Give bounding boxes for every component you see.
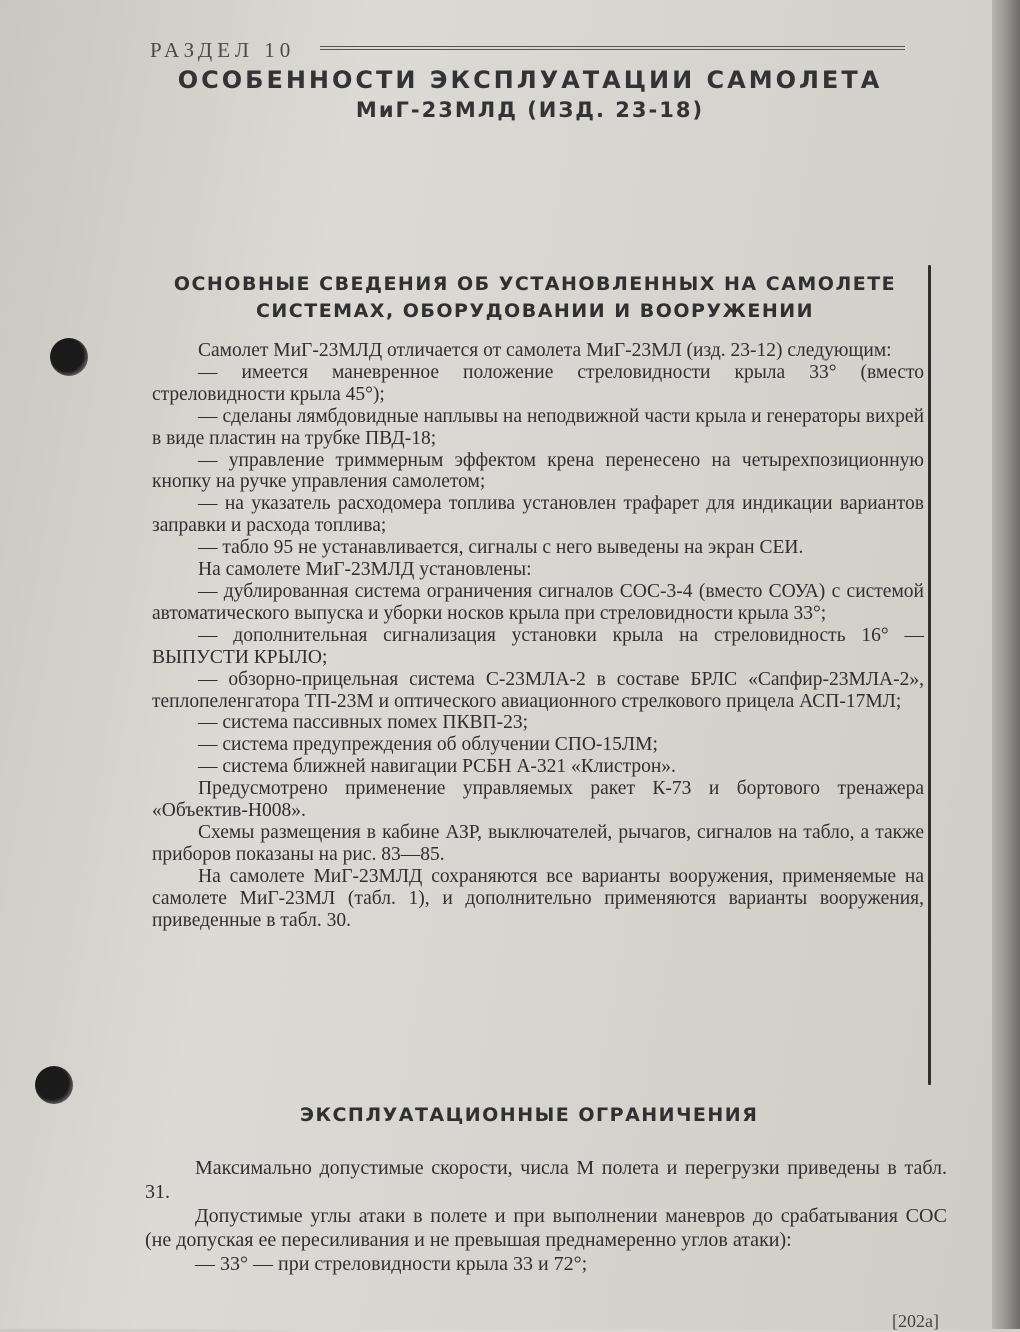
- paragraph: Допустимые углы атаки в полете и при выполнении маневров до срабатывания СОС (не допуская ее пересиливания и не превышая преднамеренно углов атаки):: [145, 1205, 947, 1251]
- list-item: — дополнительная сигнализация установки крыла на стреловидность 16° — ВЫПУСТИ КРЫЛО;: [152, 624, 924, 668]
- list-item: — на указатель расходомера топлива установлен трафарет для индикации вариантов заправки и расхода топлива;: [152, 493, 924, 537]
- page-title-line2: МиГ-23МЛД (ИЗД. 23-18): [355, 98, 705, 122]
- section2-body: [145, 1156, 947, 1276]
- paragraph: Предусмотрено применение управляемых ракет К-73 и бортового тренажера «Объектив-Н008».: [152, 778, 924, 822]
- list-item: — система предупреждения об облучении СПО-15ЛМ;: [198, 734, 658, 756]
- page-number: [202а]: [892, 1311, 939, 1331]
- paragraph: Схемы размещения в кабине АЗР, выключателей, рычагов, сигналов на табло, а также приборов показаны на рис. 83—85.: [152, 821, 924, 865]
- section-label: РАЗДЕЛ 10: [150, 38, 296, 62]
- section1-title-line1: ОСНОВНЫЕ СВЕДЕНИЯ ОБ УСТАНОВЛЕННЫХ НА САМОЛЕТЕ: [173, 273, 897, 295]
- list-item: — табло 95 не устанавливается, сигналы с него выведены на экран СЕИ.: [198, 537, 804, 559]
- section2-title: ЭКСПЛУАТАЦИОННЫЕ ОГРАНИЧЕНИЯ: [300, 1104, 759, 1126]
- section-header: [150, 36, 910, 66]
- section1-title-line2: СИСТЕМАХ, ОБОРУДОВАНИИ И ВООРУЖЕНИИ: [255, 300, 815, 322]
- paragraph: Максимально допустимые скорости, числа М полета и перегрузки приведены в табл. 31.: [145, 1157, 947, 1203]
- list-item: — система пассивных помех ПКВП-23;: [198, 712, 529, 734]
- binder-hole-top: [50, 338, 88, 376]
- paragraph: Самолет МиГ-23МЛД отличается от самолета МиГ-23МЛ (изд. 23-12) следующим:: [198, 340, 892, 361]
- margin-bar: [928, 265, 931, 1085]
- list-item: — дублированная система ограничения сигналов СОС-3-4 (вместо СОУА) с системой автоматического выпуска и уборки носков крыла при стреловидности крыла 33°;: [152, 580, 924, 624]
- paragraph: На самолете МиГ-23МЛД сохраняются все варианты вооружения, применяемые на самолете МиГ-23МЛ (табл. 1), и дополнительно применяются варианты вооружения, приведенные в табл. 30.: [152, 865, 924, 931]
- list-item: — обзорно-прицельная система С-23МЛА-2 в составе БРЛС «Сапфир-23МЛА-2», теплопеленгатора ТП-23М и оптического авиационного стрелкового прицела АСП-17МЛ;: [152, 668, 924, 712]
- page-title-line1: ОСОБЕННОСТИ ЭКСПЛУАТАЦИИ САМОЛЕТА: [177, 66, 883, 94]
- list-item: — система ближней навигации РСБН А-321 «Клистрон».: [198, 756, 676, 778]
- paragraph: На самолете МиГ-23МЛД установлены:: [198, 559, 532, 581]
- binder-hole-bottom: [35, 1066, 73, 1104]
- section1-body: [152, 340, 924, 931]
- list-item: — 33° — при стреловидности крыла 33 и 72°;: [195, 1253, 588, 1275]
- list-item: — имеется маневренное положение стреловидности крыла 33° (вместо стреловидности крыла 45°);: [152, 361, 924, 405]
- list-item: — управление триммерным эффектом крена перенесено на четырехпозиционную кнопку на ручке управления самолетом;: [152, 449, 924, 493]
- section-rule: [320, 46, 905, 50]
- page-edge: [992, 0, 1020, 1329]
- list-item: — сделаны лямбдовидные наплывы на неподвижной части крыла и генераторы вихрей в виде пластин на трубке ПВД-18;: [152, 405, 924, 449]
